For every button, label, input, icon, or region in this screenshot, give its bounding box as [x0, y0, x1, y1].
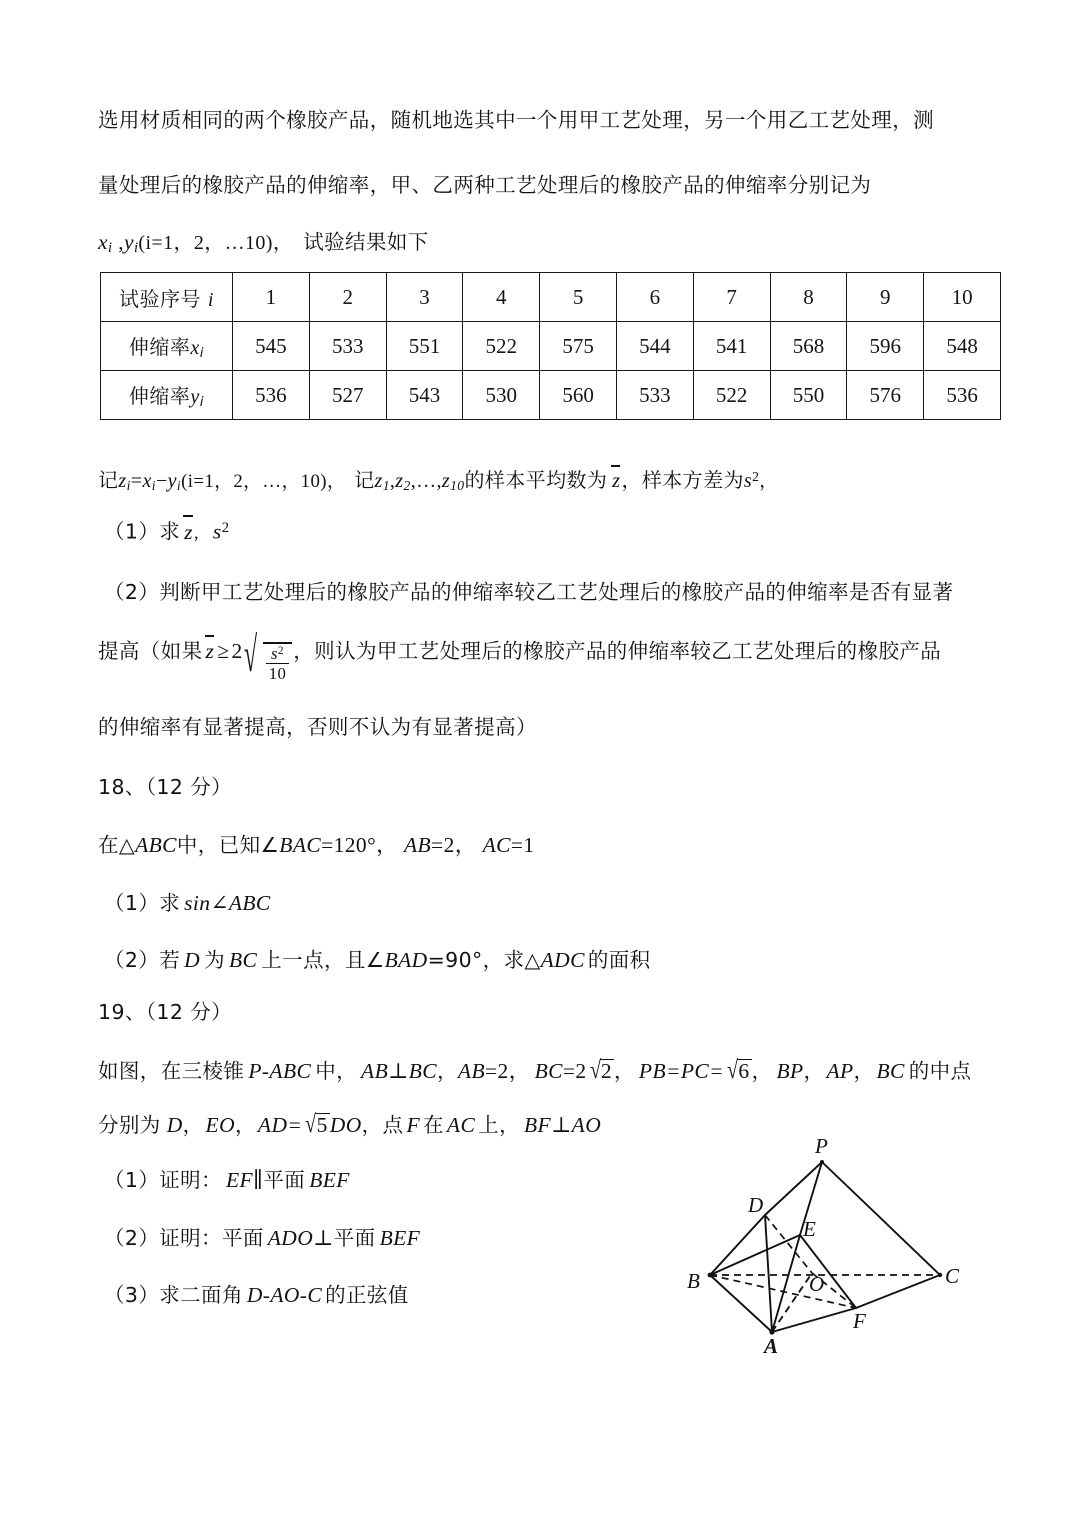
p17-q2-line3: 的伸缩率有显著提高，否则不认为有显著提高）: [98, 715, 537, 739]
cell-index-5: 5: [540, 273, 617, 322]
cell-index-10: 10: [924, 273, 1001, 322]
table-row-x: [101, 322, 1001, 371]
p17-line-1: 选用材质相同的两个橡胶产品，随机地选其中一个用甲工艺处理，另一个用乙工艺处理，测: [98, 108, 934, 132]
cell-y-10: 536: [924, 371, 1001, 420]
cell-y-3: 543: [386, 371, 463, 420]
figure-label-C: C: [945, 1264, 960, 1288]
figure-label-D: D: [748, 1193, 764, 1217]
figure-solid-edges: [710, 1162, 940, 1332]
experiment-data-table: [100, 272, 1001, 420]
cell-x-10: 548: [924, 322, 1001, 371]
p17-q1: （1）求 z, $s^2$: [104, 519, 230, 544]
vertex-P-dot: [820, 1160, 824, 1164]
var-x: x: [98, 230, 108, 254]
p18-stem: 在△ABC中，已知∠BAC=120°， AB=2， AC=1: [98, 833, 535, 857]
edge-A-F: [772, 1308, 856, 1332]
row-header-x: 伸缩率$x_i$: [101, 322, 233, 371]
figure-hidden-edges: [710, 1215, 940, 1332]
edge-B-A: [710, 1275, 772, 1332]
edge-F-C: [856, 1275, 940, 1308]
tetrahedron-figure: [660, 1125, 1010, 1385]
p17-q2-line1: （2）判断甲工艺处理后的橡胶产品的伸缩率较乙工艺处理后的橡胶产品的伸缩率是否有显著: [104, 580, 954, 604]
cell-x-4: 522: [463, 322, 540, 371]
cell-x-3: 551: [386, 322, 463, 371]
cell-y-2: 527: [309, 371, 386, 420]
cell-x-1: 545: [233, 322, 310, 371]
cell-x-7: 541: [693, 322, 770, 371]
cell-x-5: 575: [540, 322, 617, 371]
sqrt-2: √2: [589, 1056, 613, 1084]
cell-x-2: 533: [309, 322, 386, 371]
p17-line-3: $x_i$ $,y_i(i=1$，2，…10)， 试验结果如下: [98, 230, 429, 257]
sqrt-5: √5: [305, 1110, 328, 1138]
cell-y-7: 522: [693, 371, 770, 420]
p17-q2-line2: 提高（如果 z ≥2√ $\frac{s^2}{10}$ ，则认为甲工艺处理后的橡胶产品的伸缩率较乙工艺处理后的橡胶产品: [98, 628, 942, 684]
p19-q1: （1）证明： EF∥平面 BEF: [104, 1168, 350, 1192]
row-header-index: 试验序号 i: [101, 273, 233, 322]
vertex-C-dot: [938, 1273, 942, 1277]
p19-stem-line2: 分别为 D，EO，AD= √5DO，点 F 在 AC 上， BF⊥AO: [98, 1110, 602, 1138]
sqrt-6: √6: [727, 1056, 750, 1084]
edge-P-C: [822, 1162, 940, 1275]
p18-heading: 18、（12 分）: [98, 775, 233, 799]
cell-y-4: 530: [463, 371, 540, 420]
figure-vertex-dots: [708, 1160, 943, 1335]
row-header-y: 伸缩率$y_i$: [101, 371, 233, 420]
p19-stem-line1: 如图，在三棱锥 P-ABC 中， AB⊥BC，AB=2， BC=2 √2， PB=PC= √6， BP，AP，BC 的中点: [98, 1056, 972, 1084]
p18-q2: （2）若 D 为 BC 上一点，且∠BAD=90°，求△ADC 的面积: [104, 948, 651, 972]
sqrt-s2-over-10: √ $\frac{s^2}{10}$: [244, 643, 293, 684]
p18-q1: （1）求 sin∠ABC: [104, 891, 271, 915]
edge-E-A: [772, 1235, 800, 1332]
cell-index-3: 3: [386, 273, 463, 322]
cell-y-1: 536: [233, 371, 310, 420]
cell-index-7: 7: [693, 273, 770, 322]
p19-q2: （2）证明：平面 ADO⊥平面 BEF: [104, 1226, 421, 1250]
var-y: y: [123, 230, 134, 254]
p19-q3: （3）求二面角 D-AO-C 的正弦值: [104, 1283, 409, 1307]
figure-label-O: O: [809, 1272, 825, 1296]
cell-y-6: 533: [616, 371, 693, 420]
sub-i: i: [133, 240, 139, 257]
cell-y-8: 550: [770, 371, 847, 420]
cell-index-4: 4: [463, 273, 540, 322]
figure-label-A: A: [764, 1334, 779, 1358]
cell-y-5: 560: [540, 371, 617, 420]
p17-line-2: 量处理后的橡胶产品的伸缩率，甲、乙两种工艺处理后的橡胶产品的伸缩率分别记为: [98, 173, 872, 197]
edge-D-A: [765, 1215, 772, 1332]
cell-y-9: 576: [847, 371, 924, 420]
sub-i: i: [107, 240, 113, 257]
table-row-index: [101, 273, 1001, 322]
p17-z-definition: 记$z_i=x_i-y_i(i=1$，2，…，10)， 记$z_1,z_2,\dots,z_{10}$的样本平均数为 z，样本方差为$s^2$，: [98, 468, 778, 494]
p17-line-3-tail: 试验结果如下: [303, 230, 429, 254]
cell-x-9: 596: [847, 322, 924, 371]
cell-index-6: 6: [616, 273, 693, 322]
edge-B-E: [710, 1235, 800, 1275]
edge-B-D: [710, 1215, 765, 1275]
index-range: (i=1，2，…10)，: [138, 232, 294, 254]
figure-label-F: F: [853, 1309, 866, 1333]
cell-index-2: 2: [309, 273, 386, 322]
vertex-B-dot: [708, 1273, 713, 1278]
cell-index-9: 9: [847, 273, 924, 322]
figure-label-E: E: [803, 1217, 816, 1241]
cell-x-8: 568: [770, 322, 847, 371]
cell-x-6: 544: [616, 322, 693, 371]
table-row-y: [101, 371, 1001, 420]
figure-label-P: P: [815, 1134, 828, 1158]
cell-index-1: 1: [233, 273, 310, 322]
figure-label-B: B: [687, 1269, 700, 1293]
cell-index-8: 8: [770, 273, 847, 322]
p19-heading: 19、（12 分）: [98, 1000, 233, 1024]
